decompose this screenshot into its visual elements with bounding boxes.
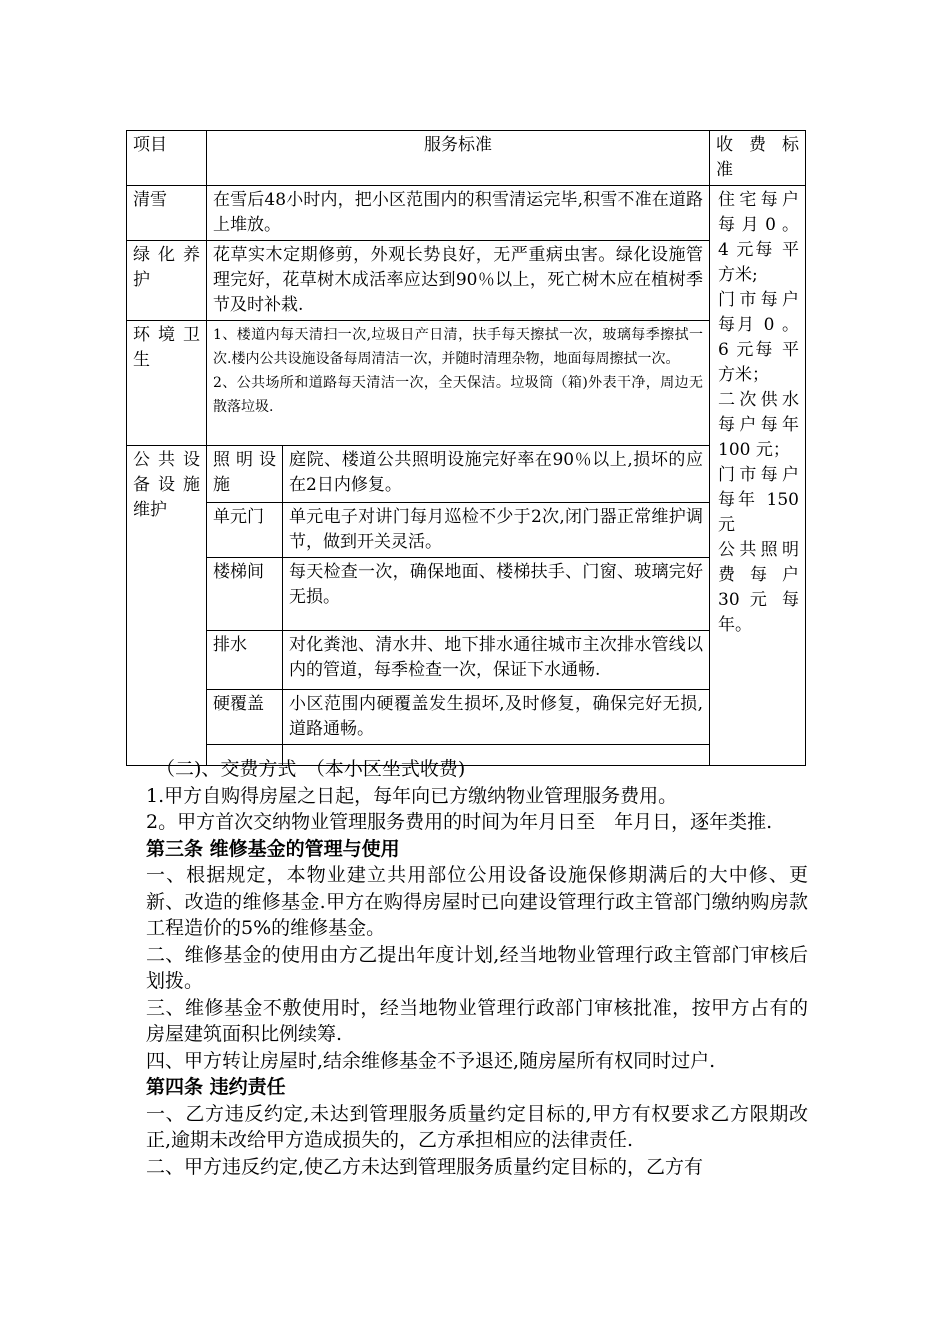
- sub-item-standard: 对化粪池、清水井、地下排水通往城市主次排水管线以内的管道，每季检查一次，保证下水通畅.: [283, 631, 710, 690]
- table-row-snow: [127, 186, 806, 241]
- paragraph: 1.甲方自购得房屋之日起，每年向已方缴纳物业管理服务费用。: [146, 784, 678, 807]
- item-facility: 公共设备设施维护: [127, 446, 207, 766]
- service-standard-table: [126, 130, 806, 766]
- article-three-heading: 第三条 维修基金的管理与使用: [146, 837, 400, 860]
- fee-line: 公共照明费 每 户 30 元 每年。: [718, 540, 799, 635]
- sub-item-standard: 每天检查一次，确保地面、楼梯扶手、门窗、玻璃完好无损。: [283, 558, 710, 631]
- table-row-green: [127, 241, 806, 321]
- table-row-lighting: [127, 446, 806, 503]
- header-item: 项目: [127, 131, 207, 186]
- fee-line: 二次供水每户每年 100 元；: [718, 390, 799, 460]
- paragraph: 二、维修基金的使用由方乙提出年度计划,经当地物业管理行政主管部门审核后划拨。: [146, 943, 808, 992]
- env-standard-2: 2、公共场所和道路每天清洁一次，全天保洁。垃圾筒（箱)外表干净，周边无散落垃圾.: [213, 375, 703, 415]
- sub-item-standard: 小区范围内硬覆盖发生损坏,及时修复，确保完好无损,道路通畅。: [283, 690, 710, 745]
- table-row-hard-cover: [127, 690, 806, 745]
- table-header-row: [127, 131, 806, 186]
- fee-standard-cell: [710, 186, 806, 766]
- env-standard-1: 1、楼道内每天清扫一次,垃圾日产日清，扶手每天擦拭一次，玻璃每季擦拭一次.楼内公共设施设备每周清洁一次，并随时清理杂物，地面每周擦拭一次。: [213, 327, 703, 367]
- fee-line: 住宅每户每 月 0 。4 元每 平 方米;: [718, 190, 799, 285]
- item-env: 环 境 卫 生: [127, 321, 207, 446]
- sub-item-name: 单元门: [207, 503, 283, 558]
- header-fee: 收 费 标 准: [710, 131, 806, 186]
- paragraph: 二、甲方违反约定,使乙方未达到管理服务质量约定目标的，乙方有: [146, 1155, 704, 1178]
- standard-snow: 在雪后48小时内，把小区范围内的积雪清运完毕,积雪不准在道路上堆放。: [207, 186, 710, 241]
- paragraph: 三、维修基金不敷使用时，经当地物业管理行政部门审核批准，按甲方占有的房屋建筑面积比例续筹.: [146, 996, 808, 1045]
- item-snow: 清雪: [127, 186, 207, 241]
- sub-item-standard: 庭院、楼道公共照明设施完好率在90％以上,损坏的应在2日内修复。: [283, 446, 710, 503]
- table-row-unit-door: [127, 503, 806, 558]
- article-four-heading: 第四条 违约责任: [146, 1076, 286, 1098]
- standard-env: [207, 321, 710, 446]
- table-row-stairwell: [127, 558, 806, 631]
- sub-item-name: 照明设施: [207, 446, 283, 503]
- paragraph: 2。甲方首次交纳物业管理服务费用的时间为年月日至 年月日，逐年类推.: [146, 811, 773, 833]
- header-standard: 服务标准: [207, 131, 710, 186]
- contract-body: [146, 756, 808, 1180]
- standard-green: 花草实木定期修剪，外观长势良好，无严重病虫害。绿化设施管理完好，花草树木成活率应达到90％以上，死亡树木应在植树季节及时补栽.: [207, 241, 710, 321]
- item-green: 绿 化 养 护: [127, 241, 207, 321]
- fee-line: 门市每户每年 150 元: [718, 465, 799, 535]
- sub-item-name: 硬覆盖: [207, 690, 283, 745]
- fee-line: 门市每户每月 0 。6 元每 平 方米；: [718, 290, 799, 385]
- sub-item-name: 楼梯间: [207, 558, 283, 631]
- sub-item-name: 排水: [207, 631, 283, 690]
- table-row-drainage: [127, 631, 806, 690]
- paragraph: 一、乙方违反约定,未达到管理服务质量约定目标的,甲方有权要求乙方限期改正,逾期未改给甲方造成损失的，乙方承担相应的法律责任.: [146, 1102, 808, 1151]
- sub-item-standard: 单元电子对讲门每月巡检不少于2次,闭门器正常维护调节，做到开关灵活。: [283, 503, 710, 558]
- table-row-env: [127, 321, 806, 446]
- payment-method-heading: （二)、交费方式 （本小区坐式收费): [156, 758, 466, 780]
- paragraph: 一、根据规定，本物业建立共用部位公用设备设施保修期满后的大中修、更新、改造的维修基金.甲方在购得房屋时已向建设管理行政主管部门缴纳购房款工程造价的5%的维修基金。: [146, 864, 808, 939]
- paragraph: 四、甲方转让房屋时,结余维修基金不予退还,随房屋所有权同时过户.: [146, 1049, 716, 1072]
